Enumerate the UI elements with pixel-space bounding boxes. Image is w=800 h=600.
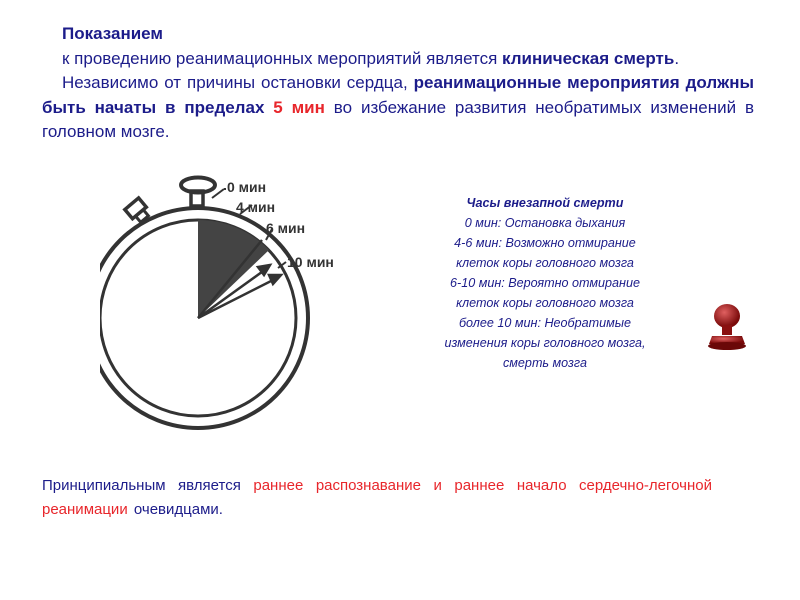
stamp-icon — [706, 302, 748, 354]
paragraph-2: Независимо от причины остановки сердца, реанимационные мероприятия должны быть начаты в пределах 5 мин во избежание развития необратимых изменений в головном мозге. — [42, 73, 754, 141]
caption-line: клеток коры головного мозга — [456, 296, 634, 310]
label-4-min: 4 мин — [236, 199, 276, 215]
paragraph-1: к проведению реанимационных мероприятий является клиническая смерть. — [62, 48, 680, 68]
caption-line: 6-10 мин: Вероятно отмирание — [450, 276, 640, 290]
caption-clock-of-sudden-death — [420, 193, 670, 373]
caption-line: клеток коры головного мозга — [456, 256, 634, 270]
caption-line: 4-6 мин: Возможно отмирание — [454, 236, 636, 250]
label-6-min: 6 мин — [266, 220, 306, 236]
caption-line: 0 мин: Остановка дыхания — [464, 216, 626, 230]
conclusion-text: Принципиальным является раннее распознавание и раннее начало сердечно-легочной реанимации очевидцами. — [42, 477, 712, 518]
caption-line: смерть мозга — [503, 356, 587, 370]
caption-line: более 10 мин: Необратимые — [458, 316, 632, 330]
heading: Показанием — [62, 24, 163, 43]
caption-title: Часы внезапной смерти — [466, 196, 624, 210]
label-0-min: 0 мин — [227, 179, 267, 195]
caption-line: изменения коры головного мозга, — [444, 336, 646, 350]
intro-text — [42, 22, 754, 145]
stopwatch-diagram — [100, 174, 360, 444]
label-10-min: 10 мин — [287, 254, 334, 270]
